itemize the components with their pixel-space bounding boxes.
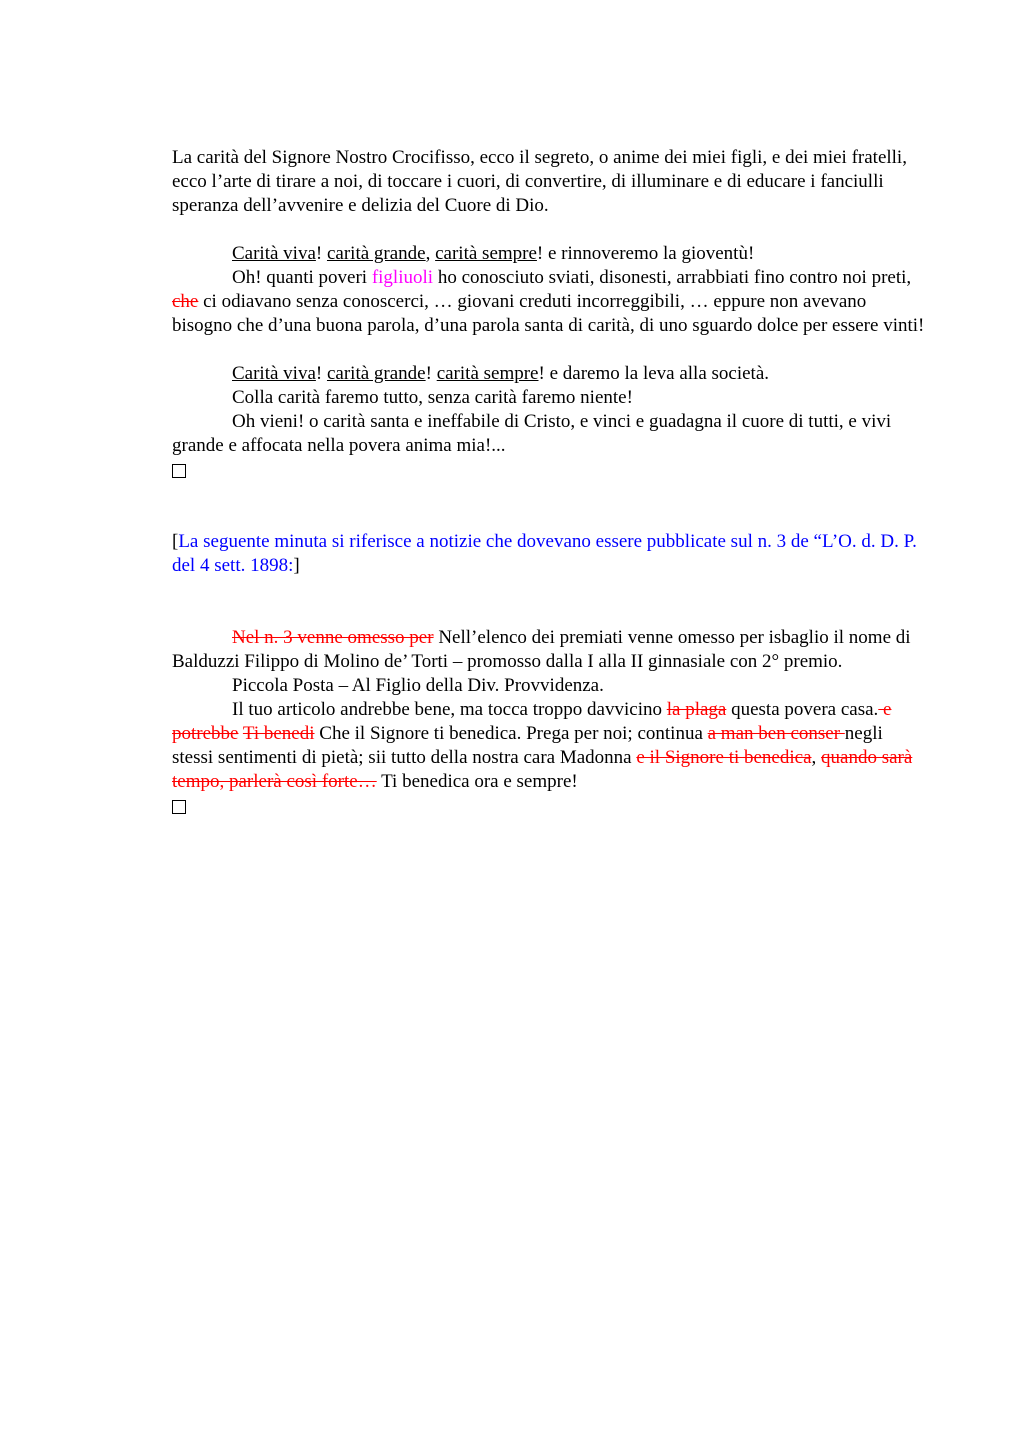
underlined-phrase: carità grande <box>326 243 426 264</box>
checkbox-square-icon <box>172 464 186 478</box>
deleted-text: che <box>172 291 199 312</box>
document-body <box>172 146 928 818</box>
paragraph-articolo: Il tuo articolo andrebbe bene, ma tocca troppo davvicino la plaga questa povera casa. e potrebbe Ti benedi Che il Signore ti benedica. Prega per noi; continua a man ben conser negli stessi sentimenti di pietà; sii tutto della nostra cara Madonna e il Signore ti benedica, quando sarà tempo, parlerà così forte… Ti benedica ora e sempre! <box>172 699 913 792</box>
deleted-text: e potrebbe <box>172 699 892 744</box>
highlighted-word: figliuoli <box>371 267 434 288</box>
deleted-text: quando sarà tempo, parlerà così forte… <box>172 747 913 792</box>
paragraph-colla-carita: Colla carità faremo tutto, senza carità faremo niente! <box>232 387 633 408</box>
paragraph-poveri-figliuoli: Oh! quanti poveri figliuoli ho conosciuto sviati, disonesti, arrabbiati fino contro noi preti, che ci odiavano senza conoscerci, … giovani creduti incorreggibili, … eppure non avevano bisogno che d’una buona parola, d’una parola santa di carità, di uno sguardo dolce per essere vinti! <box>172 267 925 336</box>
paragraph-piccola-posta: Piccola Posta – Al Figlio della Div. Provvidenza. <box>232 675 604 696</box>
editorial-note: [La seguente minuta si riferisce a notizie che dovevano essere pubblicate sul n. 3 de “L’O. d. D. P. del 4 sett. 1898:] <box>172 531 917 576</box>
checkbox-square-icon <box>172 800 186 814</box>
paragraph-carita-2: Carità viva! carità grande! carità sempre! e daremo la leva alla società. <box>232 363 770 384</box>
deleted-text: a man ben conser <box>707 723 845 744</box>
paragraph-carita-1: Carità viva! carità grande, carità sempre! e rinnoveremo la gioventù! <box>232 243 755 264</box>
underlined-phrase: carità grande <box>326 363 426 384</box>
editorial-note-text: La seguente minuta si riferisce a notizie che dovevano essere pubblicate sul n. 3 de “L’O. d. D. P. del 4 sett. 1898: <box>172 531 917 576</box>
deleted-text: la plaga <box>666 699 727 720</box>
deleted-text: Ti benedi <box>242 723 315 744</box>
underlined-phrase: Carità viva <box>232 363 316 384</box>
deleted-text: Nel n. 3 venne omesso per <box>232 627 434 648</box>
paragraph-premiati: Nel n. 3 venne omesso per Nell’elenco dei premiati venne omesso per isbaglio il nome di Balduzzi Filippo di Molino de’ Torti – promosso dalla I alla II ginnasiale con 2° premio. <box>172 627 911 672</box>
underlined-phrase: Carità viva <box>232 243 316 264</box>
deleted-text: e il Signore ti benedica <box>636 747 812 768</box>
paragraph-intro: La carità del Signore Nostro Crocifisso, ecco il segreto, o anime dei miei figli, e dei miei fratelli, ecco l’arte di tirare a noi, di toccare i cuori, di convertire, di illuminare e di educare i fanciulli speranza dell’avvenire e delizia del Cuore di Dio. <box>172 147 907 216</box>
paragraph-oh-vieni: Oh vieni! o carità santa e ineffabile di Cristo, e vinci e guadagna il cuore di tutti, e vivi grande e affocata nella povera anima mia!... <box>172 411 892 456</box>
underlined-phrase: carità sempre <box>436 363 539 384</box>
underlined-phrase: carità sempre <box>435 243 537 264</box>
